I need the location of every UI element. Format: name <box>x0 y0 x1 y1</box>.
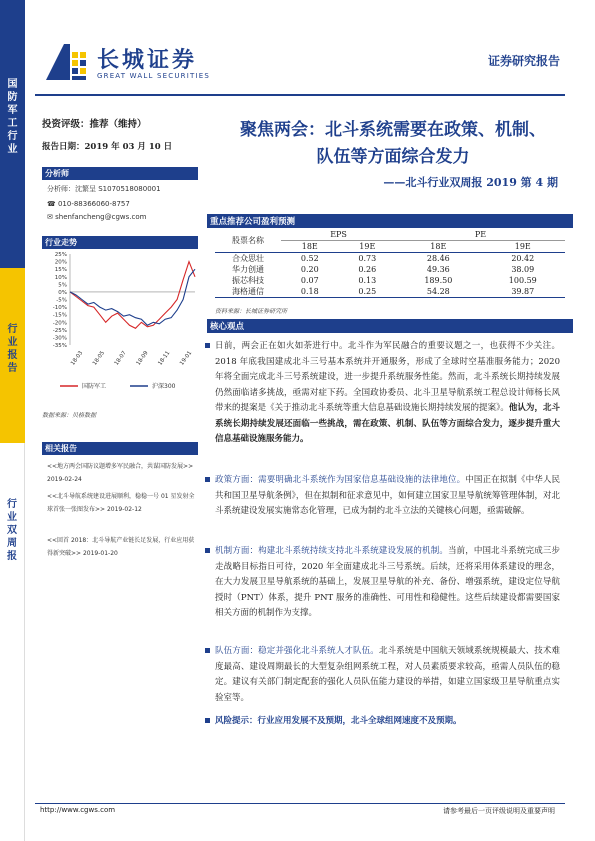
related-section-header: 相关报告 <box>42 442 198 455</box>
table-cell: 0.13 <box>358 276 377 285</box>
related-report-3[interactable]: <<回首 2018：北斗导航产业链长足发展，行业应用获得新突破>> 2019-01-20 <box>47 537 195 557</box>
bullet-icon <box>205 343 210 348</box>
strip-mid <box>0 268 25 443</box>
y-tick-label: -25% <box>52 327 67 334</box>
forecast-table-wrap <box>215 229 565 298</box>
forecast-section-header: 重点推荐公司盈利预测 <box>207 214 573 228</box>
series-line-index <box>70 269 195 325</box>
bullet-icon <box>205 477 210 482</box>
strip-char: 双 <box>7 525 17 536</box>
title-line-1: 聚焦两会：北斗系统需要在政策、机制、 <box>240 120 546 140</box>
strip-char: 周 <box>7 538 17 549</box>
table-cell: 0.26 <box>358 265 377 274</box>
y-tick-label: 25% <box>54 252 67 258</box>
strip-char: 防 <box>7 92 18 103</box>
related-report-1[interactable]: <<地方两会国防议题增多军民融合，共谋国防发展>> 2019-02-24 <box>47 463 194 483</box>
table-cell: 0.25 <box>339 286 397 298</box>
strip-char: 业 <box>7 144 18 155</box>
table-row <box>215 264 565 275</box>
x-tick-label: 18-07 <box>113 350 128 367</box>
strip-char: 报 <box>7 551 17 562</box>
strip-top <box>0 0 25 268</box>
chart-source: 数据来源：贝格数据 <box>42 412 97 419</box>
table-row <box>215 275 565 286</box>
paragraph-team: 队伍方面：稳定并强化北斗系统人才队伍。北斗系统是中国航天领域系统规模最大、技术难度最高、建设周期最长的大型复杂组网系统工程，对人员素质要求较高，亟需人员队伍的稳定。建议有关部门制定配套的强化人员队伍能力建设的举措，如建立国家级卫星导航重点实验室等。 <box>215 644 560 706</box>
stock-name: 合众思壮 <box>232 254 264 263</box>
forecast-table <box>215 229 565 298</box>
year-cell: 18E <box>281 241 339 253</box>
table-cell: 39.87 <box>481 286 565 298</box>
report-date: 报告日期：2019 年 03 月 10 日 <box>42 142 173 152</box>
table-cell: 28.46 <box>426 254 450 263</box>
table-cell: 0.18 <box>281 286 339 298</box>
y-tick-label: 5% <box>58 282 67 289</box>
y-tick-label: 0% <box>58 289 67 296</box>
y-tick-label: -30% <box>52 335 67 342</box>
footer-disclaimer: 请参考最后一页评级说明及重要声明 <box>443 807 555 815</box>
head-eps: EPS <box>281 229 396 241</box>
analyst-section-header: 分析师 <box>42 167 198 180</box>
strip-char: 行 <box>7 324 18 335</box>
table-header-row <box>215 229 565 241</box>
bullet-icon <box>205 718 210 723</box>
strip-char: 告 <box>7 363 18 374</box>
industry-trend-chart <box>40 250 200 398</box>
table-source: 资料来源：长城证券研究所 <box>215 308 288 315</box>
year-cell: 18E <box>396 241 480 253</box>
table-cell: 38.09 <box>511 265 535 274</box>
y-tick-label: -10% <box>52 305 67 312</box>
x-tick-label: 18-03 <box>70 350 85 367</box>
table-row <box>215 253 565 265</box>
header-divider <box>35 94 565 96</box>
x-tick-label: 19-01 <box>179 350 194 367</box>
paragraph-policy: 政策方面：需要明确北斗系统作为国家信息基础设施的法律地位。中国正在拟制《中华人民共和国卫星导航条例》，但在拟制和征求意见中，如何建立国家卫星导航统筹管理体制，对北斗系统建设发展实施常态化管理，已成为制约北斗立法的关键核心问题，亟需破解。 <box>215 473 560 520</box>
paragraph-intro: 日前，两会正在如火如荼进行中。北斗作为军民融合的重要议题之一，也获得不少关注。2018 年底我国建成北斗三号基本系统并开通服务，形成了全球时空基准服务能力；2020 年将全面完成北斗三号系统建设，进一步提升系统服务性能。然而，北斗系统长期持续发展仍然面临诸多挑战，亟需对症下药。全国政协委员、北斗卫星导航系统工程总设计师杨长风带来的提案是《关于推动北斗系统等重大信息基础设施长期持续发展的提案》。他认为，北斗系统长期持续发展还面临一些挑战，需在政策、机制、队伍等方面综合发力，逐步提升重大信息基础设施服务能力。 <box>215 339 560 448</box>
trend-section-header: 行业走势 <box>42 236 198 249</box>
strip-char: 报 <box>7 350 18 361</box>
year-cell: 19E <box>339 241 397 253</box>
bullet-icon <box>205 548 210 553</box>
email-row <box>47 213 146 221</box>
side-strip <box>0 0 25 841</box>
y-tick-label: -15% <box>52 312 67 319</box>
strip-char: 军 <box>7 105 18 116</box>
strip-char: 业 <box>7 337 18 348</box>
phone-icon: ☎ <box>47 200 56 208</box>
x-tick-label: 18-11 <box>157 350 172 367</box>
legend-label: 沪深300 <box>152 383 176 390</box>
analyst-name: 分析师：沈繁呈 S1070518080001 <box>47 185 161 193</box>
table-cell: 54.28 <box>396 286 480 298</box>
brand-name-cn: 长城证券 <box>97 47 198 73</box>
y-tick-label: 20% <box>54 259 67 266</box>
stock-name: 华力创通 <box>232 265 264 274</box>
brand-name-en: GREAT WALL SECURITIES <box>97 72 211 80</box>
stock-name: 振芯科技 <box>232 276 264 285</box>
y-tick-label: -5% <box>56 297 67 304</box>
bullet-icon <box>205 648 210 653</box>
great-wall-logo-icon <box>44 40 90 82</box>
x-tick-label: 18-05 <box>91 350 107 367</box>
y-tick-label: -20% <box>52 320 67 327</box>
footer-divider <box>35 803 565 804</box>
email-link[interactable]: shenfancheng@cgws.com <box>55 213 147 221</box>
report-subtitle: ——北斗行业双周报 2019 第 4 期 <box>383 176 558 189</box>
title-line-2: 队伍等方面综合发力 <box>316 147 470 167</box>
strip-bottom <box>0 443 25 841</box>
table-row <box>215 286 565 298</box>
email-icon: ✉ <box>47 213 53 221</box>
phone-row <box>47 200 130 208</box>
table-cell: 49.36 <box>426 265 450 274</box>
table-cell: 189.50 <box>424 276 453 285</box>
strip-char: 行 <box>7 131 18 142</box>
strip-char: 业 <box>7 512 17 523</box>
trend-chart-svg <box>40 250 200 398</box>
related-report-2[interactable]: <<北斗导航系统建设进展顺利，稳稳一号 01 星发射全球首张一张图发布>> 2019-02-12 <box>47 493 195 513</box>
legend-label: 国防军工 <box>82 383 107 390</box>
rating-label: 投资评级：推荐（维持） <box>42 119 147 130</box>
core-section-header: 核心观点 <box>207 319 573 333</box>
stock-name: 海格通信 <box>215 286 281 298</box>
y-tick-label: 15% <box>54 267 67 274</box>
phone-number: 010-88366060-8757 <box>57 200 130 208</box>
footer-url[interactable]: http://www.cgws.com <box>40 806 116 814</box>
strip-char: 行 <box>7 499 17 510</box>
y-tick-label: -35% <box>52 343 67 349</box>
table-cell: 0.73 <box>358 254 377 263</box>
risk-warning: 风险提示：行业应用发展不及预期，北斗全球组网速度不及预期。 <box>215 714 560 730</box>
table-cell: 0.52 <box>300 254 319 263</box>
strip-char: 国 <box>7 79 18 90</box>
table-cell: 100.59 <box>508 276 537 285</box>
table-cell: 0.20 <box>300 265 319 274</box>
paragraph-mechanism: 机制方面：构建北斗系统持续支持北斗系统建设发展的机制。当前，中国北斗系统完成三步走战略目标指日可待，2020 年全面建成北斗三号系统。后续，还将采用体系建设的理念，在大力发展卫星导航系统的基础上，发展卫星导航的补充、备份、增强系统，建设定位导航授时（PNT）体系，提升 PNT 服务的准确性、可用性和稳健性。这些后续建设都需要国家相关方面的机制作为支撑。 <box>215 544 560 622</box>
table-cell: 0.07 <box>300 276 319 285</box>
report-type: 证券研究报告 <box>487 54 560 68</box>
head-stock: 股票名称 <box>215 229 281 253</box>
head-pe: PE <box>396 229 565 241</box>
series-line-industry <box>70 262 195 329</box>
report-title <box>208 117 578 171</box>
x-tick-label: 18-09 <box>135 350 150 367</box>
strip-char: 工 <box>7 118 18 129</box>
table-cell: 20.42 <box>511 254 535 263</box>
y-tick-label: 10% <box>54 274 67 281</box>
year-cell: 19E <box>481 241 565 253</box>
